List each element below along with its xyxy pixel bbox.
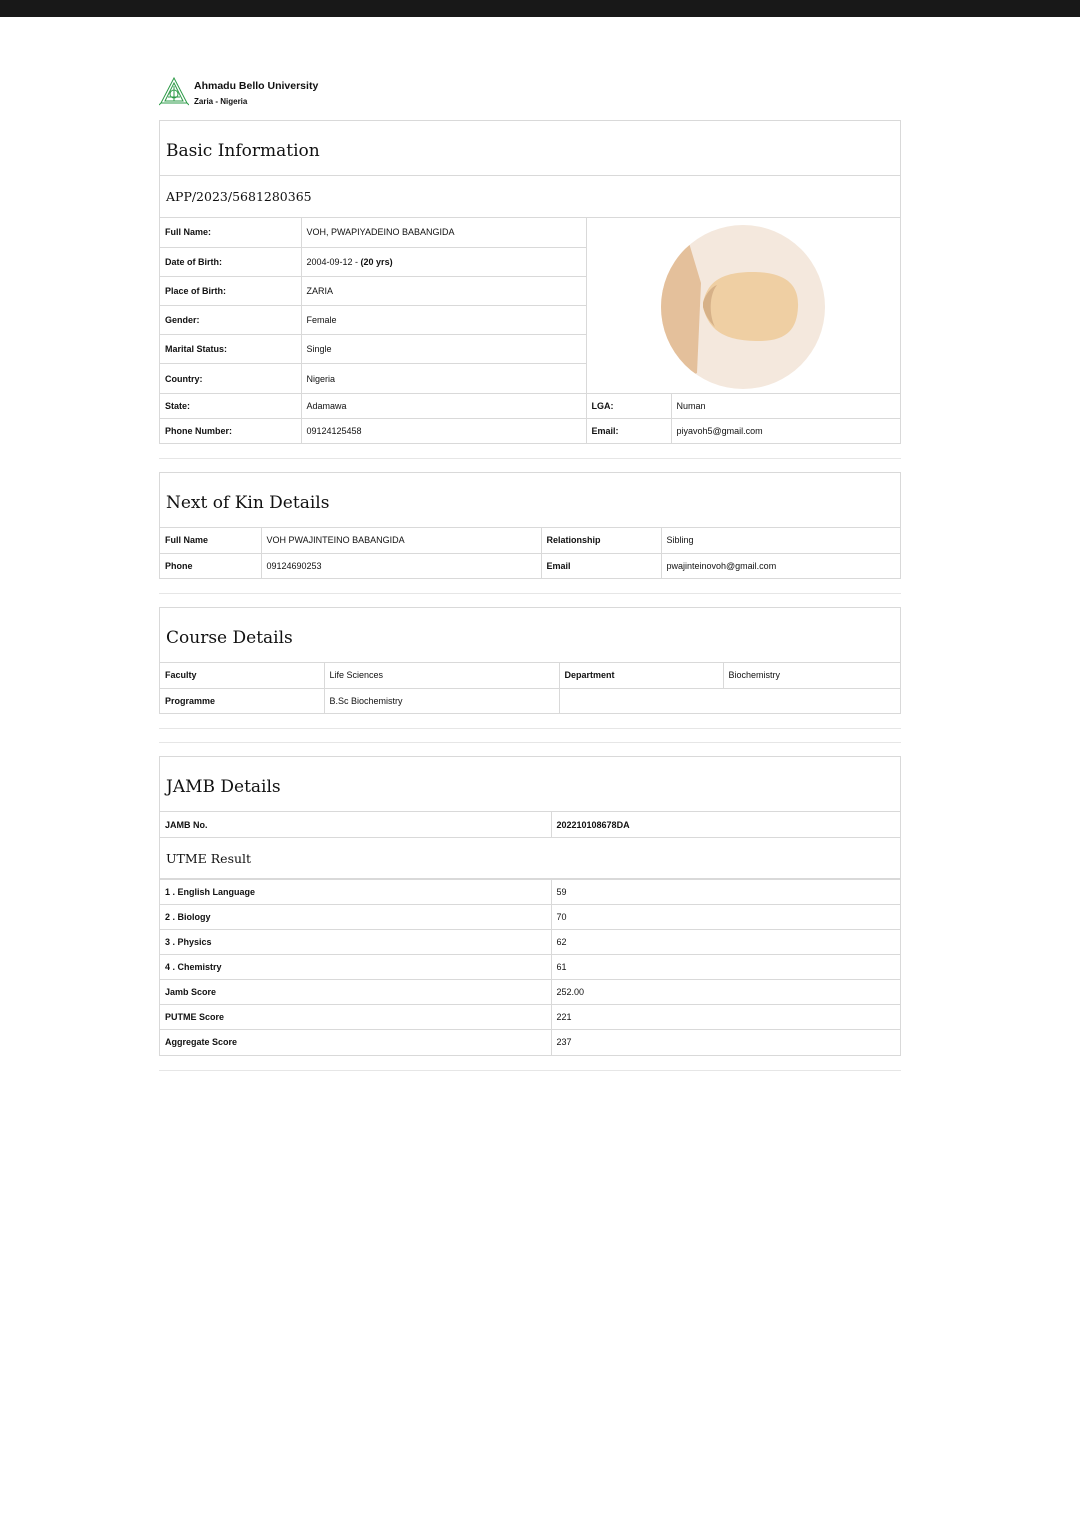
table-row xyxy=(160,880,900,905)
section-title: Basic Information xyxy=(160,121,900,176)
gender-label: Gender: xyxy=(160,306,301,335)
jamb-number-value: 202210108678DA xyxy=(551,812,900,837)
table-row xyxy=(160,393,900,418)
programme-value: B.Sc Biochemistry xyxy=(324,688,559,713)
table-row xyxy=(160,955,900,980)
empty-cell xyxy=(559,688,900,713)
dob-value xyxy=(301,247,586,276)
marital-value: Single xyxy=(301,335,586,364)
basic-info-table xyxy=(160,218,900,443)
country-value: Nigeria xyxy=(301,364,586,393)
programme-label: Programme xyxy=(160,688,324,713)
table-row xyxy=(160,980,900,1005)
table-row xyxy=(160,218,900,247)
university-location: Zaria - Nigeria xyxy=(194,97,248,106)
email-value: piyavoh5@gmail.com xyxy=(671,418,900,443)
dob-date: 2004-09-12 - xyxy=(306,256,361,267)
utme-row-label: 4 . Chemistry xyxy=(160,955,551,980)
utme-row-value: 237 xyxy=(551,1030,900,1055)
section-title: Next of Kin Details xyxy=(160,473,900,528)
kin-name-value: VOH PWAJINTEINO BABANGIDA xyxy=(261,528,541,553)
university-name: Ahmadu Bello University xyxy=(194,80,319,92)
faculty-value: Life Sciences xyxy=(324,663,559,688)
next-of-kin-table xyxy=(160,528,900,578)
table-row xyxy=(160,663,900,688)
utme-row-label: 1 . English Language xyxy=(160,880,551,905)
kin-name-label: Full Name xyxy=(160,528,261,553)
jamb-details-section xyxy=(159,756,901,1056)
phone-label: Phone Number: xyxy=(160,418,301,443)
utme-result-title: UTME Result xyxy=(160,837,900,879)
utme-result-table xyxy=(160,879,900,1055)
utme-row-value: 61 xyxy=(551,955,900,980)
university-header xyxy=(159,74,901,120)
faculty-label: Faculty xyxy=(160,663,324,688)
utme-row-value: 59 xyxy=(551,880,900,905)
pob-label: Place of Birth: xyxy=(160,276,301,305)
dob-label: Date of Birth: xyxy=(160,247,301,276)
utme-row-label: 2 . Biology xyxy=(160,905,551,930)
table-row xyxy=(160,905,900,930)
table-row xyxy=(160,1030,900,1055)
divider xyxy=(159,1070,901,1071)
basic-information-section xyxy=(159,120,901,444)
gender-value: Female xyxy=(301,306,586,335)
kin-phone-label: Phone xyxy=(160,553,261,578)
application-number: APP/2023/5681280365 xyxy=(160,176,900,218)
kin-email-value: pwajinteinovoh@gmail.com xyxy=(661,553,900,578)
table-row xyxy=(160,930,900,955)
utme-row-value: 62 xyxy=(551,930,900,955)
section-title: JAMB Details xyxy=(160,757,900,812)
pob-value: ZARIA xyxy=(301,276,586,305)
utme-row-value: 221 xyxy=(551,1005,900,1030)
phone-value: 09124125458 xyxy=(301,418,586,443)
photo-cell xyxy=(586,218,900,393)
email-label: Email: xyxy=(586,418,671,443)
table-row xyxy=(160,688,900,713)
utme-row-label: 3 . Physics xyxy=(160,930,551,955)
kin-relationship-value: Sibling xyxy=(661,528,900,553)
department-label: Department xyxy=(559,663,723,688)
application-form xyxy=(159,74,901,1071)
marital-label: Marital Status: xyxy=(160,335,301,364)
kin-phone-value: 09124690253 xyxy=(261,553,541,578)
full-name-value: VOH, PWAPIYADEINO BABANGIDA xyxy=(301,218,586,247)
kin-email-label: Email xyxy=(541,553,661,578)
jamb-number-label: JAMB No. xyxy=(160,812,551,837)
section-title: Course Details xyxy=(160,608,900,663)
table-row xyxy=(160,528,900,553)
utme-row-label: Jamb Score xyxy=(160,980,551,1005)
age: (20 yrs) xyxy=(360,256,393,267)
utme-row-value: 252.00 xyxy=(551,980,900,1005)
lga-label: LGA: xyxy=(586,393,671,418)
utme-row-label: Aggregate Score xyxy=(160,1030,551,1055)
table-row xyxy=(160,553,900,578)
state-value: Adamawa xyxy=(301,393,586,418)
applicant-photo xyxy=(659,223,827,391)
jamb-number-table xyxy=(160,812,900,837)
abu-crest-icon xyxy=(159,76,189,106)
kin-relationship-label: Relationship xyxy=(541,528,661,553)
utme-row-value: 70 xyxy=(551,905,900,930)
table-row xyxy=(160,812,900,837)
state-label: State: xyxy=(160,393,301,418)
table-row xyxy=(160,418,900,443)
top-bar xyxy=(0,0,1080,17)
utme-row-label: PUTME Score xyxy=(160,1005,551,1030)
course-table xyxy=(160,663,900,713)
lga-value: Numan xyxy=(671,393,900,418)
table-row xyxy=(160,1005,900,1030)
full-name-label: Full Name: xyxy=(160,218,301,247)
next-of-kin-section xyxy=(159,472,901,579)
course-details-section xyxy=(159,607,901,714)
country-label: Country: xyxy=(160,364,301,393)
department-value: Biochemistry xyxy=(723,663,900,688)
